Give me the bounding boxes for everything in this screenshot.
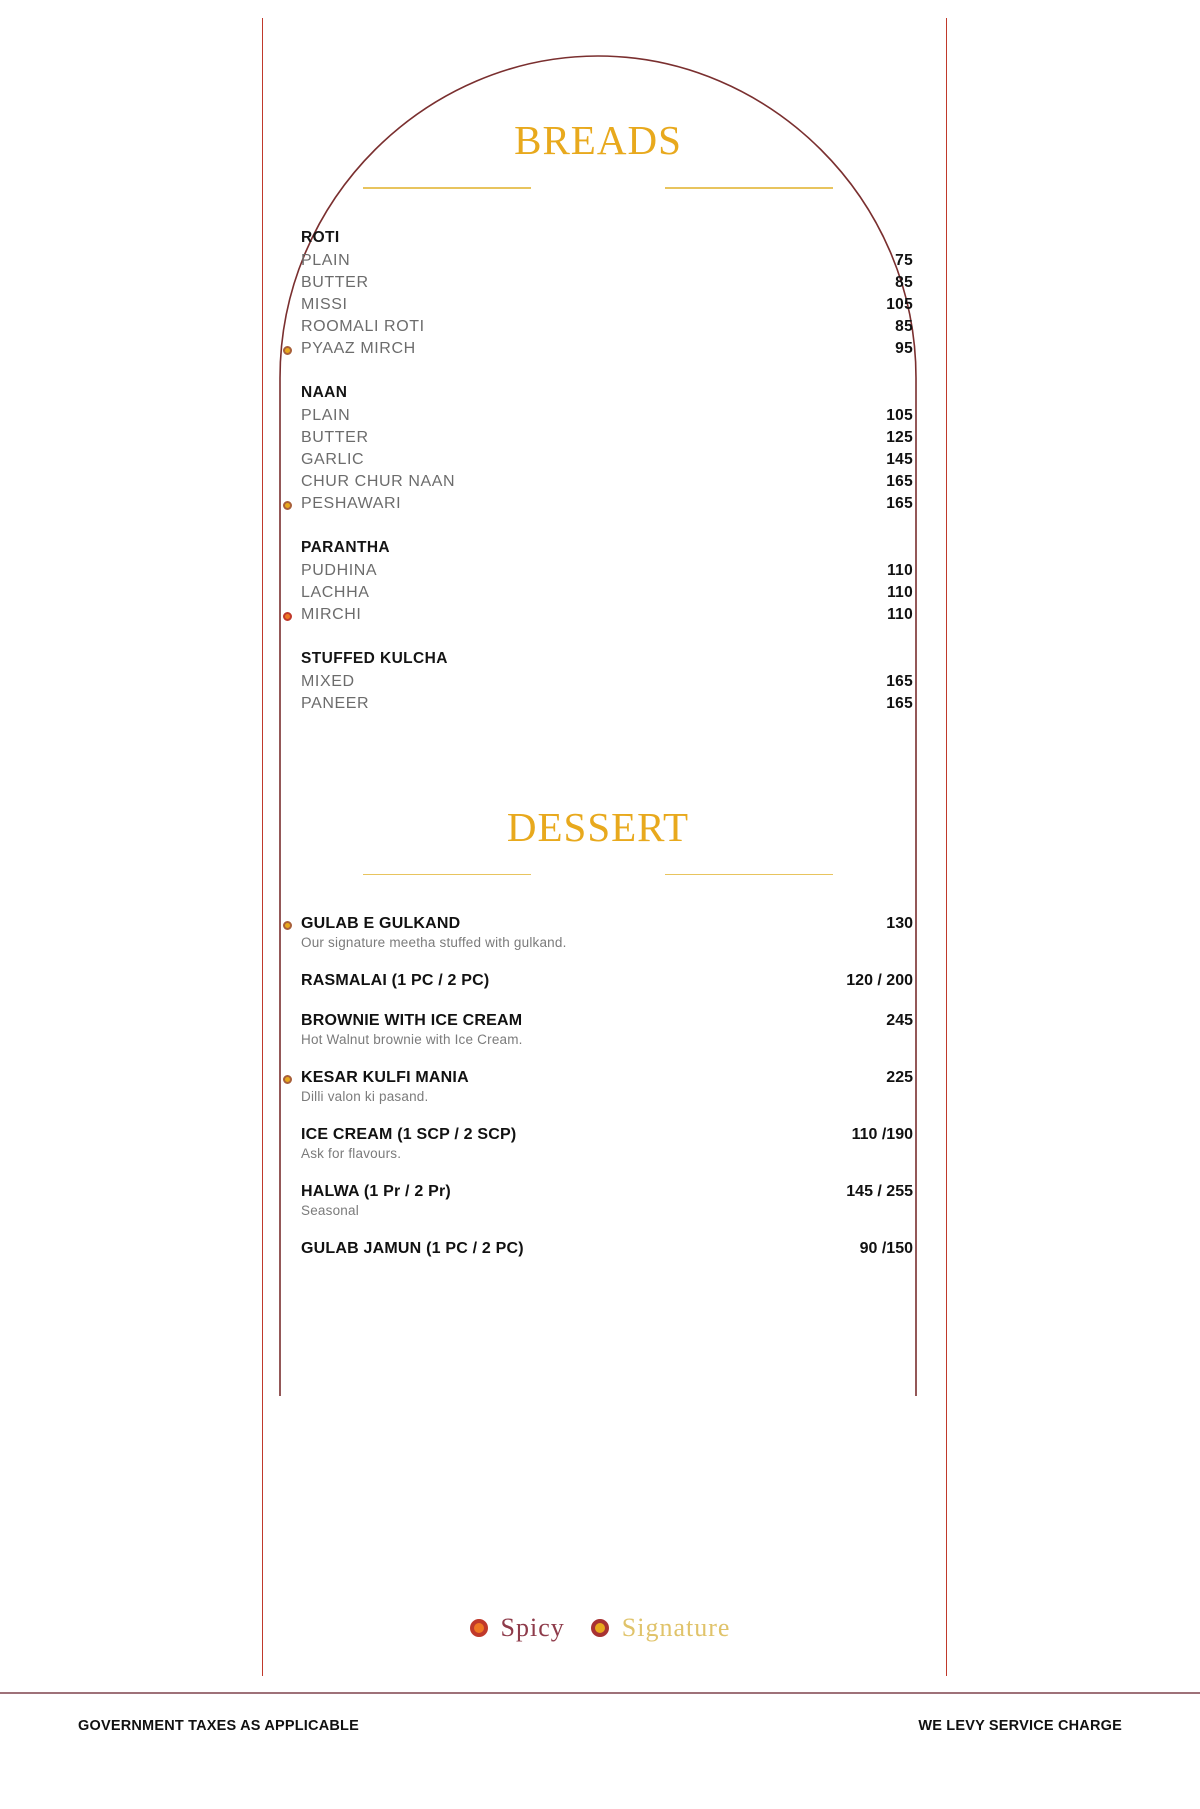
- menu-item-price: 105: [886, 406, 913, 424]
- menu-row: [301, 250, 913, 272]
- menu-item-price: 85: [895, 317, 913, 335]
- menu-item-name: PLAIN: [301, 251, 351, 269]
- signature-marker-icon: [283, 921, 292, 930]
- menu-item-price: 165: [886, 494, 913, 512]
- dessert-item-name: RASMALAI (1 PC / 2 PC): [301, 972, 490, 989]
- dessert-item-name: GULAB E GULKAND: [301, 915, 461, 932]
- footer: [0, 1718, 1200, 1734]
- dessert-item-name: GULAB JAMUN (1 PC / 2 PC): [301, 1240, 524, 1257]
- breads-group-list: [283, 229, 913, 715]
- menu-item-name: ROOMALI ROTI: [301, 317, 425, 335]
- legend-entry-spicy: [470, 1613, 565, 1643]
- dessert-item-description: Hot Walnut brownie with Ice Cream.: [301, 1032, 523, 1047]
- frame-rule-left: [262, 18, 263, 1676]
- menu-item-price: 145: [886, 450, 913, 468]
- dessert-item-price: 225: [886, 1069, 913, 1086]
- dessert-item-description: Our signature meetha stuffed with gulkand.: [301, 935, 567, 950]
- menu-item-name: PANEER: [301, 694, 370, 712]
- dessert-item-price: 110 /190: [851, 1126, 913, 1143]
- dessert-item-head: [301, 915, 913, 933]
- menu-item-price: 110: [887, 583, 913, 601]
- menu-item-name: PYAAZ MIRCH: [301, 339, 416, 357]
- menu-item-price: 165: [886, 472, 913, 490]
- footer-left-note: GOVERNMENT TAXES AS APPLICABLE: [78, 1718, 359, 1734]
- bread-group: [301, 650, 913, 715]
- bread-group-title: NAAN: [301, 383, 348, 401]
- dessert-item: [301, 972, 913, 990]
- menu-item-price: 95: [895, 339, 913, 357]
- menu-item-name: GARLIC: [301, 450, 365, 468]
- bread-group-title: STUFFED KULCHA: [301, 649, 448, 667]
- breads-divider-row: [283, 187, 913, 189]
- menu-row: [301, 671, 913, 693]
- divider-left: [363, 187, 531, 189]
- signature-marker-icon: [283, 1075, 292, 1084]
- menu-row: [301, 582, 913, 604]
- spicy-marker-icon: [470, 1619, 488, 1637]
- signature-marker-icon: [283, 501, 292, 510]
- menu-item-price: 165: [886, 694, 913, 712]
- menu-row: [301, 471, 913, 493]
- menu-item-name: BUTTER: [301, 273, 369, 291]
- menu-row: [301, 338, 913, 360]
- menu-item-price: 110: [887, 561, 913, 579]
- dessert-item-name: KESAR KULFI MANIA: [301, 1069, 469, 1086]
- dessert-item: [301, 915, 913, 950]
- dessert-item-price: 90 /150: [859, 1240, 913, 1257]
- menu-item-price: 165: [886, 672, 913, 690]
- dessert-heading: DESSERT: [506, 803, 690, 850]
- menu-item-price: 75: [895, 251, 913, 269]
- menu-row: [301, 560, 913, 582]
- legend-label-spicy: Spicy: [500, 1613, 565, 1642]
- signature-marker-icon: [591, 1619, 609, 1637]
- menu-item-name: PLAIN: [301, 406, 351, 424]
- menu-item-name: PESHAWARI: [301, 494, 402, 512]
- menu-row: [301, 272, 913, 294]
- signature-marker-icon: [283, 346, 292, 355]
- dessert-item-head: [301, 1012, 913, 1030]
- dessert-item-head: [301, 1069, 913, 1087]
- menu-row: [301, 316, 913, 338]
- legend-entry-signature: [591, 1613, 731, 1643]
- menu-item-price: 105: [886, 295, 913, 313]
- menu-row: [301, 294, 913, 316]
- bread-group: [301, 384, 913, 515]
- bread-group: [301, 539, 913, 626]
- dessert-item: [301, 1240, 913, 1258]
- dessert-item: [301, 1012, 913, 1047]
- menu-item-name: MIRCHI: [301, 605, 362, 623]
- bread-group: [301, 229, 913, 360]
- dessert-item-price: 120 / 200: [846, 972, 913, 989]
- menu-row: [301, 604, 913, 626]
- legend-label-signature: Signature: [621, 1613, 731, 1642]
- menu-row: [301, 693, 913, 715]
- dessert-item-list: [283, 915, 913, 1258]
- dessert-item-price: 245: [886, 1012, 913, 1029]
- dessert-item-name: BROWNIE WITH ICE CREAM: [301, 1012, 523, 1029]
- menu-item-name: MISSI: [301, 295, 348, 313]
- dessert-item-head: [301, 972, 913, 990]
- menu-row: [301, 493, 913, 515]
- menu-item-name: PUDHINA: [301, 561, 378, 579]
- bread-group-title: ROTI: [301, 228, 340, 246]
- menu-row: [301, 449, 913, 471]
- dessert-item-price: 130: [886, 915, 913, 932]
- dessert-item-head: [301, 1240, 913, 1258]
- divider-left: [363, 874, 531, 876]
- dessert-item-price: 145 / 255: [846, 1183, 913, 1200]
- menu-content: [283, 60, 913, 1280]
- dessert-item-name: HALWA (1 Pr / 2 Pr): [301, 1183, 451, 1200]
- dessert-item: [301, 1126, 913, 1161]
- divider-right: [665, 874, 833, 876]
- breads-heading: BREADS: [514, 117, 682, 163]
- menu-item-name: CHUR CHUR NAAN: [301, 472, 456, 490]
- menu-item-name: BUTTER: [301, 428, 369, 446]
- menu-item-name: LACHHA: [301, 583, 370, 601]
- menu-row: [301, 427, 913, 449]
- dessert-item: [301, 1183, 913, 1218]
- menu-item-price: 85: [895, 273, 913, 291]
- footer-divider: [0, 1692, 1200, 1694]
- dessert-item-description: Dilli valon ki pasand.: [301, 1089, 429, 1104]
- dessert-item-head: [301, 1126, 913, 1144]
- divider-right: [665, 187, 833, 189]
- dessert-item: [301, 1069, 913, 1104]
- dessert-item-head: [301, 1183, 913, 1201]
- menu-item-name: MIXED: [301, 672, 355, 690]
- dessert-item-name: ICE CREAM (1 SCP / 2 SCP): [301, 1126, 517, 1143]
- footer-right-note: WE LEVY SERVICE CHARGE: [918, 1718, 1122, 1734]
- menu-item-price: 110: [887, 605, 913, 623]
- menu-row: [301, 405, 913, 427]
- legend: [0, 1613, 1200, 1643]
- spicy-marker-icon: [283, 612, 292, 621]
- dessert-item-description: Seasonal: [301, 1203, 359, 1218]
- dessert-item-description: Ask for flavours.: [301, 1146, 402, 1161]
- frame-rule-right: [946, 18, 947, 1676]
- menu-item-price: 125: [886, 428, 913, 446]
- dessert-divider-row: [283, 874, 913, 876]
- bread-group-title: PARANTHA: [301, 538, 391, 556]
